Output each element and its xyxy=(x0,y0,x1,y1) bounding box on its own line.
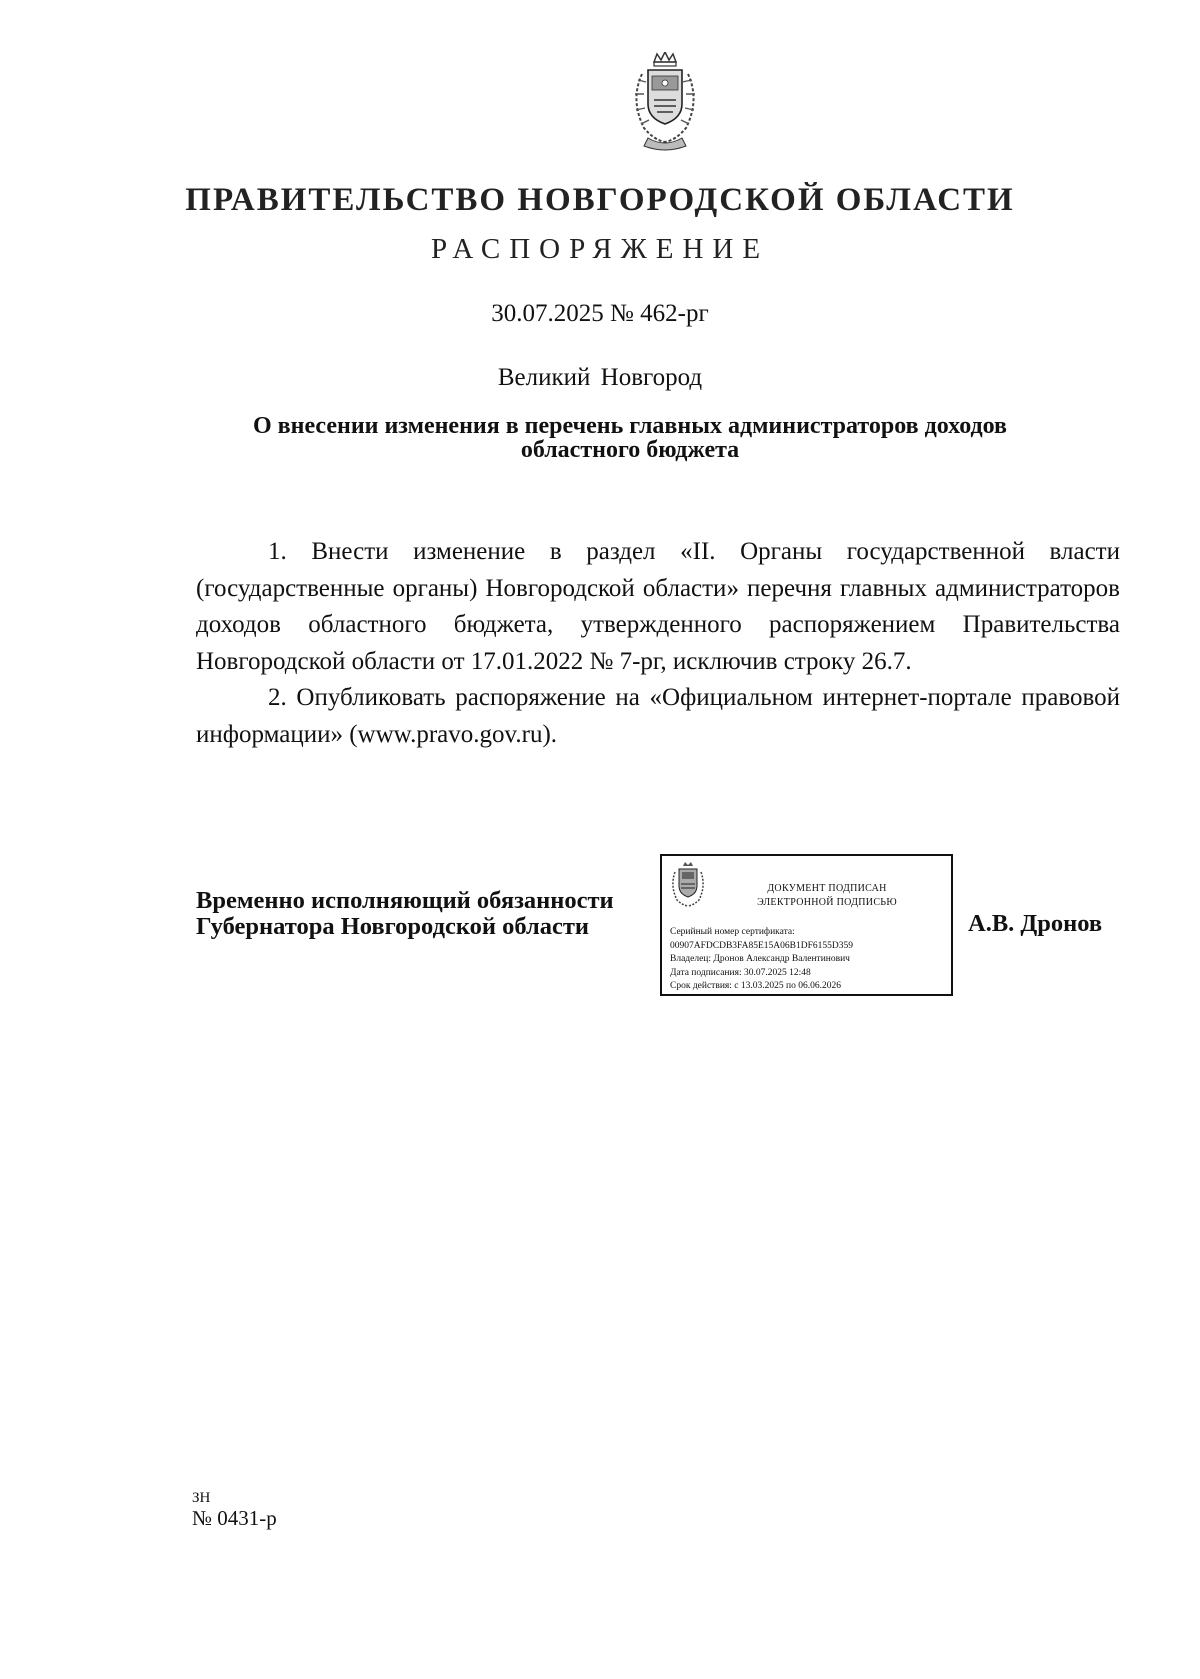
body-paragraph-2: 2. Опубликовать распоряжение на «Официальном интернет-портале правовой информации» (www.pravo.gov.ru). xyxy=(196,684,1120,748)
signer-position-line-2: Губернатора Новгородской области xyxy=(196,913,590,940)
document-type: РАСПОРЯЖЕНИЕ xyxy=(430,233,770,265)
ecp-heading xyxy=(742,882,912,910)
subject-line-2: областного бюджета xyxy=(520,437,740,463)
ecp-heading-line-1: ДОКУМЕНТ ПОДПИСАН xyxy=(767,883,887,894)
ecp-details xyxy=(670,926,853,994)
ecp-validity: Срок действия: с 13.03.2025 по 06.06.2026 xyxy=(670,981,841,991)
registry-number: № 0431-р xyxy=(192,1506,277,1530)
document-subject xyxy=(190,414,1070,462)
document-city: Великий Новгород xyxy=(497,364,703,391)
body-paragraph-1: 1. Внести изменение в раздел «II. Органы государственной власти (государственные органы) Новгородской области» перечня главных администраторов доходов областного бюджета, утвержденного распоряжением Правительства Новгородской области от 17.01.2022 № 7-рг, исключив строку 26.7. xyxy=(196,538,1120,675)
document-footer xyxy=(192,1490,277,1530)
coat-of-arms-icon xyxy=(624,52,706,152)
electronic-signature-stamp xyxy=(660,854,953,996)
ecp-signed-date: Дата подписания: 30.07.2025 12:48 xyxy=(670,967,811,978)
ecp-serial: 00907AFDCDB3FA85E15A06B1DF6155D359 xyxy=(670,940,853,951)
executor-initials: ЗН xyxy=(192,1490,211,1506)
signer-name: А.В. Дронов xyxy=(968,910,1103,937)
signer-position xyxy=(196,888,614,940)
signer-position-line-1: Временно исполняющий обязанности xyxy=(196,887,614,914)
subject-line-1: О внесении изменения в перечень главных администраторов доходов xyxy=(252,413,1008,439)
ecp-serial-label: Серийный номер сертификата: xyxy=(670,927,795,937)
document-body xyxy=(196,534,1120,753)
coat-of-arms-small-icon xyxy=(670,862,706,908)
ecp-heading-line-2: ЭЛЕКТРОННОЙ ПОДПИСЬЮ xyxy=(757,897,897,908)
organization-title: ПРАВИТЕЛЬСТВО НОВГОРОДСКОЙ ОБЛАСТИ xyxy=(185,182,1015,218)
document-date-number: 30.07.2025 № 462-рг xyxy=(491,300,709,327)
ecp-owner: Владелец: Дронов Александр Валентинович xyxy=(670,954,850,964)
